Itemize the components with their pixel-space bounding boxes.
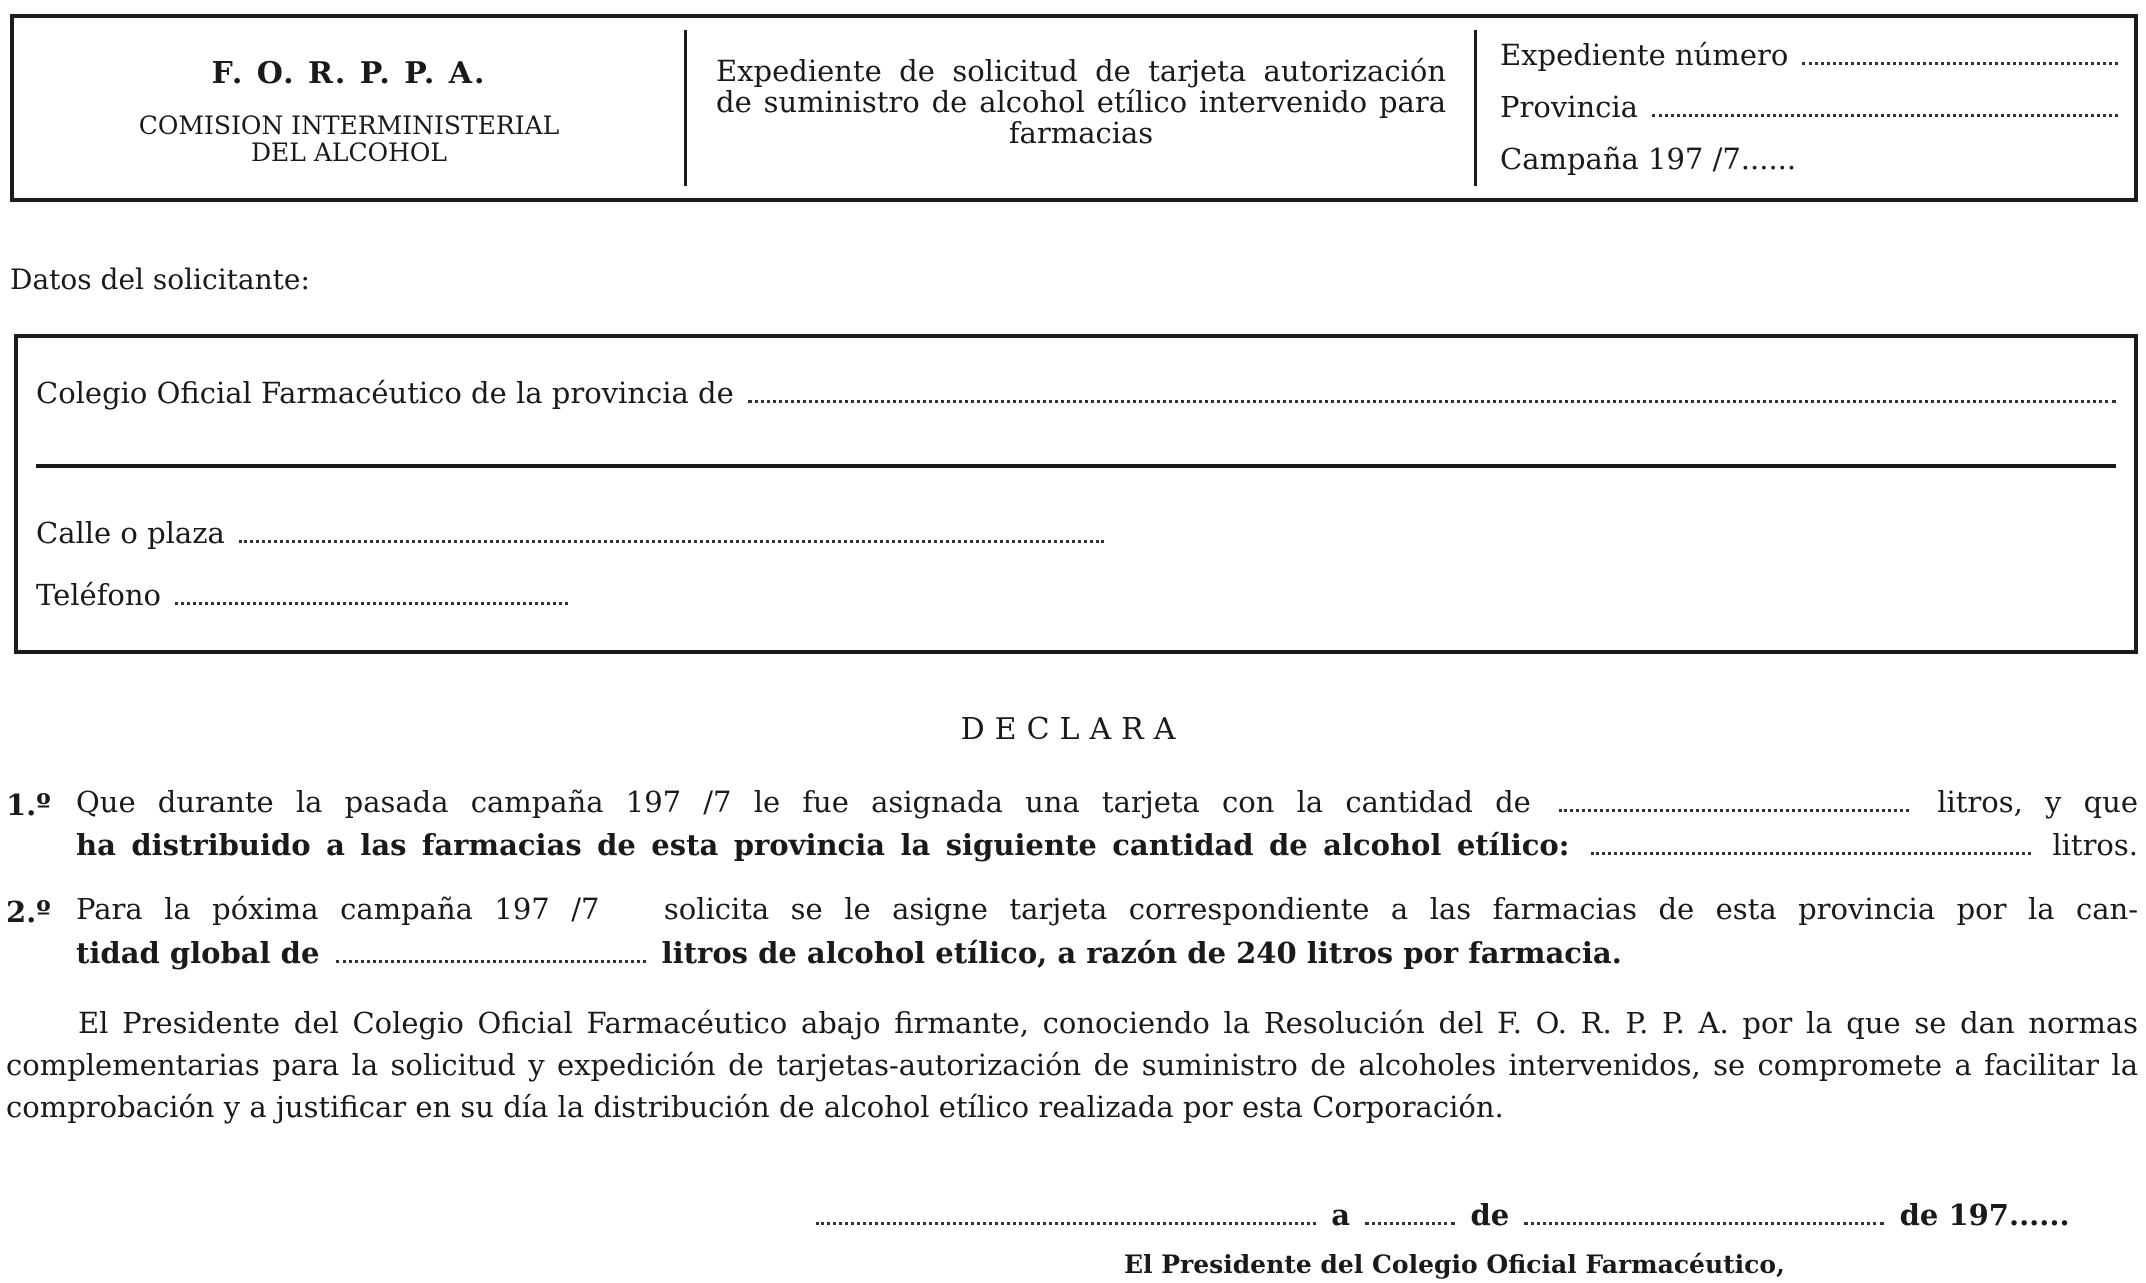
item-1-text-c: ha distribuido a las farmacias de esta provincia la siguiente cantidad de alcohol etílico: bbox=[76, 828, 1570, 862]
item-1-litros-assigned-field[interactable] bbox=[1559, 809, 1909, 812]
provincia-row bbox=[1500, 90, 2118, 124]
item-1-line-1 bbox=[76, 781, 2138, 824]
expediente-row bbox=[1500, 38, 2118, 72]
item-1-line-2 bbox=[76, 824, 2138, 867]
month-field[interactable] bbox=[1524, 1222, 1884, 1225]
header-title-column bbox=[686, 18, 1476, 198]
item-1-text-a: Que durante la pasada campaña 197 /7 le fue asignada una tarjeta con la cantidad de bbox=[76, 785, 1531, 819]
signer-caption: El Presidente del Colegio Oficial Farmacéutico, bbox=[1124, 1250, 1785, 1279]
item-2-line-1 bbox=[76, 888, 2138, 931]
declara-heading: DECLARA bbox=[960, 712, 1186, 747]
calle-field[interactable] bbox=[239, 540, 1104, 543]
item-2-text-a: Para la póxima campaña 197 /7 solicita se le asigne tarjeta correspondiente a las farmacias de esta provincia por la can- bbox=[76, 892, 2138, 926]
day-field[interactable] bbox=[1365, 1222, 1455, 1225]
item-2-text-c: litros de alcohol etílico, a razón de 240 litros por farmacia. bbox=[661, 936, 1622, 970]
colegio-label: Colegio Oficial Farmacéutico de la provincia de bbox=[36, 376, 734, 410]
colegio-row bbox=[36, 376, 2116, 410]
commission-line-2: DEL ALCOHOL bbox=[250, 138, 448, 167]
campana-label: Campaña 197 /7...... bbox=[1500, 142, 1797, 176]
item-2-line-2 bbox=[76, 932, 2138, 975]
item-1-text-d: litros. bbox=[2052, 828, 2138, 862]
colegio-field[interactable] bbox=[748, 400, 2116, 403]
expediente-field[interactable] bbox=[1802, 62, 2118, 65]
item-2-text-b: tidad global de bbox=[76, 936, 320, 970]
datos-label: Datos del solicitante: bbox=[10, 263, 310, 296]
expediente-label: Expediente número bbox=[1500, 38, 1789, 72]
date-a-label: a bbox=[1331, 1198, 1351, 1232]
applicant-box bbox=[14, 334, 2138, 654]
item-1-number: 1.º bbox=[6, 788, 51, 822]
date-de-label: de bbox=[1470, 1198, 1510, 1232]
telefono-field[interactable] bbox=[175, 602, 568, 605]
place-field[interactable] bbox=[816, 1222, 1316, 1225]
calle-row bbox=[36, 516, 1104, 550]
telefono-label: Teléfono bbox=[36, 578, 162, 612]
item-2-number: 2.º bbox=[6, 895, 51, 929]
header-box bbox=[10, 14, 2138, 202]
header-org-column bbox=[14, 18, 684, 198]
item-1-text-b: litros, y que bbox=[1937, 785, 2139, 819]
header-fields-column bbox=[1476, 18, 2136, 198]
item-2-litros-field[interactable] bbox=[336, 960, 646, 963]
form-title: Expediente de solicitud de tarjeta autorización de suministro de alcohol etílico intervenido para farmacias bbox=[716, 54, 1446, 150]
provincia-label: Provincia bbox=[1500, 90, 1638, 124]
commission-line-1: COMISION INTERMINISTERIAL bbox=[138, 111, 560, 140]
org-name: F. O. R. P. P. A. bbox=[211, 56, 487, 91]
item-1-litros-distributed-field[interactable] bbox=[1591, 852, 2031, 855]
commitment-paragraph bbox=[6, 1002, 2138, 1128]
calle-label: Calle o plaza bbox=[36, 516, 225, 550]
date-line bbox=[810, 1198, 2070, 1232]
campana-row bbox=[1500, 142, 2118, 176]
date-year-label: de 197...... bbox=[1899, 1198, 2070, 1232]
provincia-field[interactable] bbox=[1652, 114, 2118, 117]
commitment-text: El Presidente del Colegio Oficial Farmacéutico abajo firmante, conociendo la Resolución del F. O. R. P. P. A. por la que se dan normas complementarias para la solicitud y expedición de tarjetas-autorización de suministro de alcoholes intervenidos, se compromete a facilitar la comprobación y a justificar en su día la distribución de alcohol etílico realizada por esta Corporación. bbox=[6, 1006, 2138, 1124]
telefono-row bbox=[36, 578, 568, 612]
commission-name bbox=[14, 112, 684, 166]
separator-rule bbox=[36, 464, 2116, 468]
